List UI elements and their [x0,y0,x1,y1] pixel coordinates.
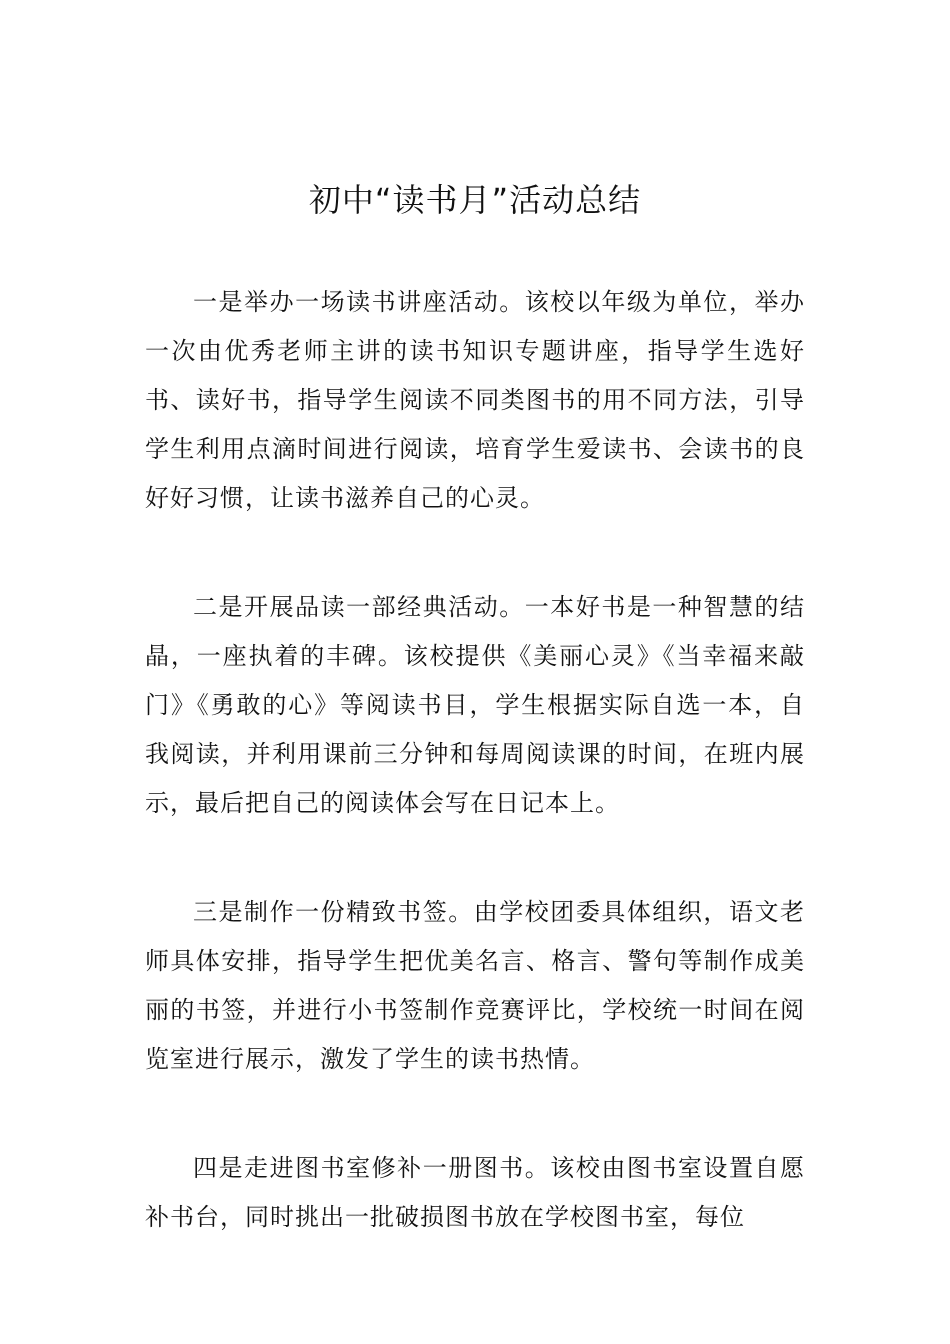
paragraph-1: 一是举办一场读书讲座活动。该校以年级为单位，举办一次由优秀老师主讲的读书知识专题讲座，指导学生选好书、读好书，指导学生阅读不同类图书的用不同方法，引导学生利用点滴时间进行阅读，培育学生爱读书、会读书的良好好习惯，让读书滋养自己的心灵。 [145,288,805,512]
paragraph-2: 二是开展品读一部经典活动。一本好书是一种智慧的结晶，一座执着的丰碑。该校提供《美丽心灵》《当幸福来敲门》《勇敢的心》等阅读书目，学生根据实际自选一本，自我阅读，并利用课前三分钟和每周阅读课的时间，在班内展示，最后把自己的阅读体会写在日记本上。 [145,593,805,817]
document-body [145,278,805,1302]
paragraph-4: 四是走进图书室修补一册图书。该校由图书室设置自愿补书台，同时挑出一批破损图书放在学校图书室，每位 [145,1154,805,1231]
paragraph-3: 三是制作一份精致书签。由学校团委具体组织，语文老师具体安排，指导学生把优美名言、格言、警句等制作成美丽的书签，并进行小书签制作竞赛评比，学校统一时间在阅览室进行展示，激发了学生的读书热情。 [145,898,805,1073]
document-title: 初中“读书月”活动总结 [308,181,642,219]
